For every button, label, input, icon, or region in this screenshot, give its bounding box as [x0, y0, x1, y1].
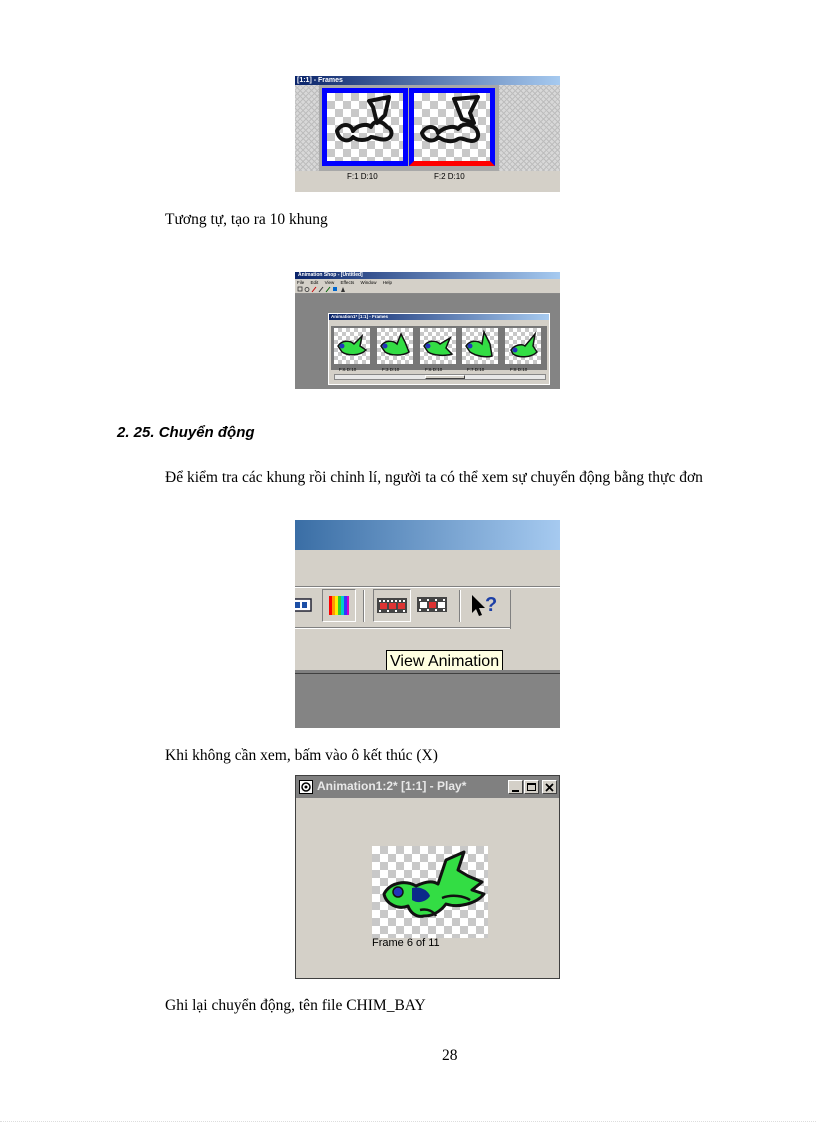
page-bottom-rule — [0, 1121, 816, 1122]
mini-frame-1[interactable] — [334, 328, 370, 364]
window-titlebar — [295, 520, 560, 550]
filmstrip-icon — [414, 589, 450, 620]
menu-window[interactable]: Window — [360, 280, 377, 285]
paragraph-2-text: Để kiểm tra các khung rồi chỉnh lí, người ta có thể xem sự chuyển động bằng thực đơn — [165, 469, 703, 486]
tooltip-text: View Animation — [390, 653, 500, 670]
menu-view[interactable]: View — [324, 280, 335, 285]
app-icon — [299, 780, 313, 794]
close-icon — [543, 782, 556, 794]
frame-cell-1[interactable] — [322, 88, 408, 166]
frame-icon — [295, 590, 315, 620]
paragraph-2 — [117, 464, 737, 491]
menu-edit[interactable]: Edit — [310, 280, 319, 285]
child-titlebar — [329, 314, 549, 320]
bird-icon — [420, 328, 456, 364]
play-titlebar — [296, 776, 559, 798]
toolbar-end — [510, 590, 511, 629]
play-window-screenshot — [295, 775, 560, 979]
mini-frame-label-5: F:8 D:10 — [510, 367, 528, 372]
app-title: Animation Shop - [Untitled] — [298, 272, 363, 278]
toolbar-bottom-edge-light — [295, 628, 510, 629]
help-button[interactable] — [467, 589, 503, 622]
bird-icon — [334, 328, 370, 364]
menu-effects[interactable]: Effects — [340, 280, 355, 285]
toolbar-screenshot — [295, 520, 560, 728]
toolbar-separator-2 — [459, 590, 461, 622]
tools-icon — [297, 286, 357, 293]
bird-icon — [372, 846, 488, 938]
paragraph-3: Khi không cần xem, bấm vào ô kết thúc (X) — [165, 747, 438, 764]
mini-frame-4[interactable] — [462, 328, 498, 364]
mini-frame-label-3: F:6 D:10 — [425, 367, 443, 372]
frame-cell-2[interactable] — [409, 88, 495, 166]
frame-label-2: F:2 D:10 — [434, 172, 465, 181]
menu-file[interactable]: File — [297, 280, 305, 285]
page-number: 28 — [442, 1047, 458, 1064]
play-title: Animation1:2* [1:1] - Play* — [317, 779, 467, 793]
section-heading: 2. 25. Chuyển động — [117, 424, 255, 441]
menu-help[interactable]: Help — [382, 280, 393, 285]
bird-icon — [505, 328, 541, 364]
minimize-button[interactable] — [508, 780, 523, 794]
colors-button[interactable] — [322, 589, 356, 622]
animation-canvas — [372, 846, 488, 938]
app-titlebar — [295, 272, 560, 279]
bird-icon — [462, 328, 498, 364]
frames-screenshot — [295, 76, 560, 192]
mini-frame-label-2: F:3 D:10 — [382, 367, 400, 372]
maximize-button[interactable] — [524, 780, 539, 794]
context-help-icon — [467, 589, 503, 622]
workspace-area — [295, 674, 560, 728]
close-button[interactable] — [542, 780, 557, 794]
bird-icon — [377, 328, 413, 364]
frame-status: Frame 6 of 11 — [372, 937, 440, 949]
menu-bar — [295, 279, 560, 286]
filmstrip-play-icon — [374, 590, 410, 621]
animation-shop-screenshot — [295, 272, 560, 389]
mini-frame-2[interactable] — [377, 328, 413, 364]
toolbar-separator — [363, 590, 365, 622]
mini-frame-5[interactable] — [505, 328, 541, 364]
child-title: Animation1* [1:1] - Frames — [331, 314, 389, 319]
frame-label-1: F:1 D:10 — [347, 172, 378, 181]
tool-bar — [295, 286, 560, 294]
paragraph-1: Tương tự, tạo ra 10 khung — [165, 211, 328, 228]
bird-outline-icon — [414, 93, 490, 161]
filmstrip-button-2[interactable] — [414, 589, 452, 622]
frames-title: [1:1] - Frames — [297, 77, 343, 84]
mini-frame-label-4: F:7 D:10 — [467, 367, 485, 372]
color-palette-icon — [323, 590, 355, 621]
toolbar-button-partial[interactable] — [295, 590, 315, 620]
frames-titlebar — [295, 76, 560, 85]
paragraph-4: Ghi lại chuyển động, tên file CHIM_BAY — [165, 997, 426, 1014]
view-animation-button[interactable] — [373, 589, 411, 622]
frames-scrollbar[interactable] — [334, 374, 546, 380]
mini-frame-label-1: F:6 D:10 — [339, 367, 357, 372]
mini-frame-3[interactable] — [420, 328, 456, 364]
scrollbar-thumb[interactable] — [425, 375, 465, 379]
svg-text:?: ? — [485, 594, 498, 616]
bird-outline-icon — [327, 93, 403, 161]
